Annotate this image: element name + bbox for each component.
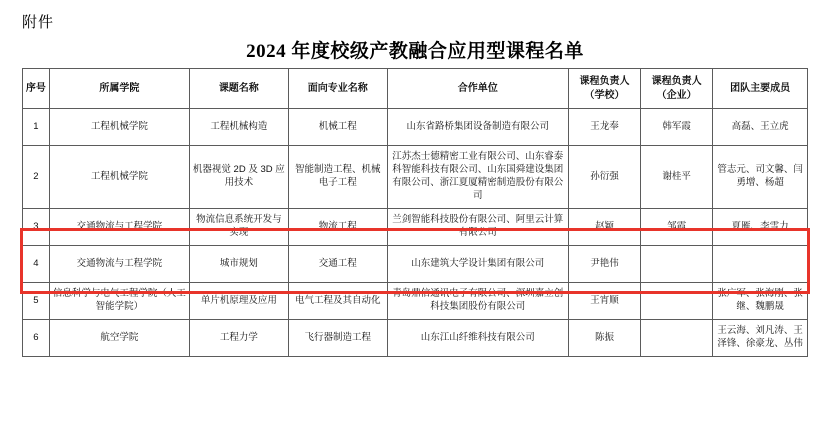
cell-partner: 山东江山纤维科技有限公司	[387, 320, 568, 357]
table-row	[23, 109, 808, 146]
cell-college: 交通物流与工程学院	[49, 246, 189, 283]
cell-team: 管志元、司文馨、闫勇增、杨超	[713, 146, 808, 209]
cell-major: 物流工程	[288, 209, 387, 246]
cell-partner: 江苏杰士德精密工业有限公司、山东睿泰科智能科技有限公司、山东国舜建设集团有限公司、浙江夏厦精密制造股份有限公司	[387, 146, 568, 209]
cell-course: 机器视觉 2D 及 3D 应用技术	[189, 146, 288, 209]
cell-no: 4	[23, 246, 50, 283]
cell-leader-school: 尹艳伟	[568, 246, 640, 283]
cell-no: 2	[23, 146, 50, 209]
cell-college: 工程机械学院	[49, 109, 189, 146]
cell-partner: 兰剑智能科技股份有限公司、阿里云计算有限公司	[387, 209, 568, 246]
cell-leader-company: 邹霞	[641, 209, 713, 246]
table-row-highlighted	[23, 246, 808, 283]
cell-college: 工程机械学院	[49, 146, 189, 209]
cell-major: 交通工程	[288, 246, 387, 283]
table-row	[23, 146, 808, 209]
cell-no: 6	[23, 320, 50, 357]
cell-college: 交通物流与工程学院	[49, 209, 189, 246]
cell-course: 工程机械构造	[189, 109, 288, 146]
header-leader-company: 课程负责人（企业）	[641, 69, 713, 109]
cell-no: 5	[23, 283, 50, 320]
cell-course: 城市规划	[189, 246, 288, 283]
header-team: 团队主要成员	[713, 69, 808, 109]
cell-team: 王云海、刘凡涛、王泽锋、徐豪龙、丛伟	[713, 320, 808, 357]
cell-team	[713, 246, 808, 283]
table-row-highlighted	[23, 209, 808, 246]
header-course: 课题名称	[189, 69, 288, 109]
course-list-table-wrapper	[22, 68, 808, 357]
header-partner: 合作单位	[387, 69, 568, 109]
cell-leader-school: 王宵顺	[568, 283, 640, 320]
cell-leader-company	[641, 320, 713, 357]
cell-no: 3	[23, 209, 50, 246]
cell-leader-company: 韩军霞	[641, 109, 713, 146]
attachment-label: 附件	[22, 15, 55, 31]
cell-team: 张广军、张海刚、张继、魏鹏晟	[713, 283, 808, 320]
cell-leader-school: 孙衍强	[568, 146, 640, 209]
cell-leader-school: 陈振	[568, 320, 640, 357]
table-row	[23, 320, 808, 357]
course-list-table	[22, 68, 808, 357]
cell-partner: 山东建筑大学设计集团有限公司	[387, 246, 568, 283]
cell-leader-company	[641, 246, 713, 283]
cell-leader-company	[641, 283, 713, 320]
table-row	[23, 283, 808, 320]
table-header-row	[23, 69, 808, 109]
cell-course: 单片机原理及应用	[189, 283, 288, 320]
cell-partner: 青岛鼎信通讯电子有限公司、深圳嘉立创科技集团股份有限公司	[387, 283, 568, 320]
cell-major: 智能制造工程、机械电子工程	[288, 146, 387, 209]
header-major: 面向专业名称	[288, 69, 387, 109]
cell-leader-school: 赵颖	[568, 209, 640, 246]
header-no: 序号	[23, 69, 50, 109]
cell-leader-company: 谢桂平	[641, 146, 713, 209]
cell-college: 航空学院	[49, 320, 189, 357]
header-leader-school: 课程负责人（学校）	[568, 69, 640, 109]
cell-course: 物流信息系统开发与实现	[189, 209, 288, 246]
cell-team: 夏雁、李雪力	[713, 209, 808, 246]
cell-major: 机械工程	[288, 109, 387, 146]
cell-no: 1	[23, 109, 50, 146]
cell-course: 工程力学	[189, 320, 288, 357]
cell-partner: 山东省路桥集团设备制造有限公司	[387, 109, 568, 146]
cell-major: 电气工程及其自动化	[288, 283, 387, 320]
cell-team: 高磊、王立虎	[713, 109, 808, 146]
cell-college: 信息科学与电气工程学院（人工智能学院）	[49, 283, 189, 320]
header-college: 所属学院	[49, 69, 189, 109]
cell-major: 飞行器制造工程	[288, 320, 387, 357]
cell-leader-school: 王龙奉	[568, 109, 640, 146]
page-title: 2024 年度校级产教融合应用型课程名单	[246, 41, 584, 62]
